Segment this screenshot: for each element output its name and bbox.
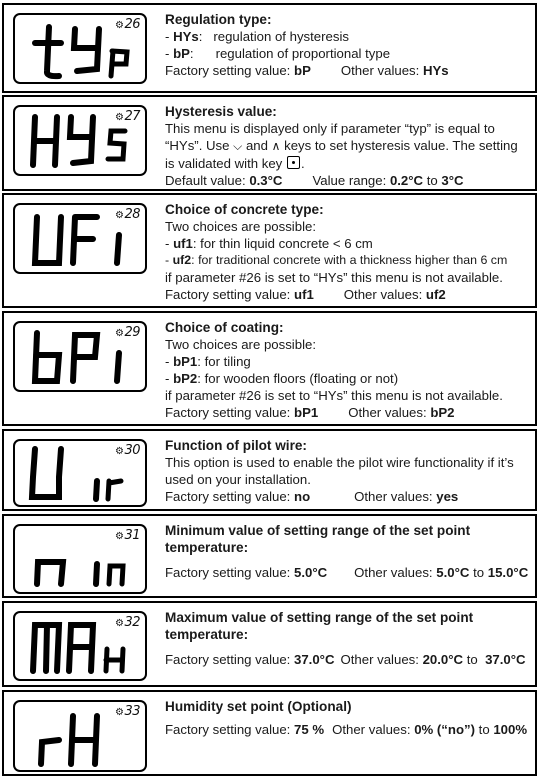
factory-setting: Factory setting value: bP Other values: HYs (165, 63, 449, 78)
segment-glyph (35, 217, 61, 263)
lcd-display (13, 13, 147, 84)
row-text (165, 11, 535, 79)
row-title: Regulation type: (165, 12, 272, 27)
parameter-number: ⚙28 (114, 207, 140, 222)
intro-line: Two choices are possible: (165, 337, 316, 352)
row-text (165, 103, 535, 189)
factory-setting: Factory setting value: no Other values: yes (165, 489, 459, 504)
chevron-down-icon: ⌵ (233, 139, 243, 153)
row-title: Humidity set point (Optional) (165, 699, 352, 714)
description-line: is validated with key . (165, 156, 305, 171)
segment-glyph (108, 131, 125, 159)
lcd-display (13, 439, 147, 507)
description-line: used on your installation. (165, 472, 311, 487)
segment-glyph (96, 481, 97, 499)
segment-glyph (96, 564, 97, 584)
row-title: Minimum value of setting range of the set point (165, 523, 471, 538)
factory-setting: Factory setting value: 75 % Other values: 0% (“no”) to 100% (165, 722, 528, 737)
segment-glyph (117, 353, 119, 381)
segment-glyph (70, 117, 93, 163)
segment-glyph (106, 649, 123, 671)
parameter-number: ⚙32 (114, 615, 140, 630)
bullet-item: - bP: regulation of proportional type (165, 46, 391, 61)
segment-glyph (32, 449, 61, 497)
settings-icon: ⚙ (114, 707, 124, 718)
lcd-display (13, 321, 147, 392)
segment-glyph (73, 217, 97, 263)
lcd-display (13, 524, 147, 594)
segment-glyph (37, 562, 63, 584)
segment-glyph (108, 481, 121, 499)
lcd-display (13, 203, 147, 274)
row-title: Function of pilot wire: (165, 438, 307, 453)
lcd-display (13, 105, 147, 176)
parameter-number: ⚙33 (114, 704, 140, 719)
segment-glyph (109, 566, 123, 584)
param-row-31 (2, 514, 537, 598)
segment-glyph (35, 333, 59, 381)
note-line: if parameter #26 is set to “HYs” this menu is not available. (165, 388, 503, 403)
bullet-item: - uf1: for thin liquid concrete < 6 cm (165, 236, 373, 251)
parameter-number: ⚙30 (114, 443, 140, 458)
row-text (165, 437, 535, 505)
segment-glyph (117, 235, 119, 263)
segment-glyph (74, 29, 99, 71)
row-title-continued: temperature: (165, 540, 249, 555)
intro-line: Two choices are possible: (165, 219, 316, 234)
parameter-number: ⚙29 (114, 325, 140, 340)
param-row-29 (2, 311, 537, 426)
settings-icon: ⚙ (114, 618, 124, 629)
row-text (165, 522, 535, 581)
bullet-item: - bP2: for wooden floors (floating or not) (165, 371, 399, 386)
parameter-number: ⚙26 (114, 17, 140, 32)
chevron-up-icon: ∧ (271, 139, 281, 153)
description-line: This option is used to enable the pilot wire functionality if it’s (165, 455, 514, 470)
parameter-number: ⚙27 (114, 109, 140, 124)
factory-setting: Factory setting value: 37.0°C Other values: 20.0°C to 37.0°C (165, 652, 526, 667)
settings-icon: ⚙ (114, 446, 124, 457)
param-row-26 (2, 3, 537, 93)
row-title: Choice of coating: (165, 320, 284, 335)
segment-glyph (71, 716, 97, 764)
note-line: if parameter #26 is set to “HYs” this menu is not available. (165, 270, 503, 285)
row-title: Hysteresis value: (165, 104, 277, 119)
row-title: Choice of concrete type: (165, 202, 324, 217)
settings-icon: ⚙ (114, 210, 124, 221)
factory-setting: Factory setting value: bP1 Other values: bP2 (165, 405, 455, 420)
description-line: “HYs”. Use ⌵ and ∧ keys to set hysteresis value. The setting (165, 138, 518, 153)
row-title: Maximum value of setting range of the set point (165, 610, 474, 625)
param-row-32 (2, 601, 537, 687)
param-row-27 (2, 95, 537, 191)
description-line: This menu is displayed only if parameter “typ” is equal to (165, 121, 495, 136)
segment-glyph (33, 117, 57, 165)
param-row-30 (2, 429, 537, 511)
param-row-28 (2, 193, 537, 308)
lcd-display (13, 611, 147, 681)
segment-glyph (69, 625, 93, 671)
factory-setting: Factory setting value: 5.0°C Other values: 5.0°C to 15.0°C (165, 565, 529, 580)
lcd-display (13, 700, 147, 772)
segment-glyph (41, 740, 59, 764)
settings-icon: ⚙ (114, 20, 124, 31)
bullet-item: - HYs: regulation of hysteresis (165, 29, 349, 44)
param-row-33 (2, 690, 537, 776)
segment-glyph (47, 27, 59, 76)
row-text (165, 201, 535, 303)
settings-icon: ⚙ (114, 531, 124, 542)
parameter-number: ⚙31 (114, 528, 140, 543)
default-setting: Default value: 0.3°C Value range: 0.2°C to 3°C (165, 173, 464, 188)
segment-glyph (33, 625, 59, 671)
row-text (165, 609, 535, 668)
row-title-continued: temperature: (165, 627, 249, 642)
segment-glyph (111, 51, 127, 76)
bullet-item: - uf2: for traditional concrete with a thickness higher than 6 cm (165, 253, 508, 267)
ok-key-icon (287, 156, 300, 169)
bullet-item: - bP1: for tiling (165, 354, 251, 369)
settings-icon: ⚙ (114, 112, 124, 123)
segment-glyph (73, 335, 97, 381)
factory-setting: Factory setting value: uf1 Other values: uf2 (165, 287, 446, 302)
settings-icon: ⚙ (114, 328, 124, 339)
row-text (165, 319, 535, 421)
row-text (165, 698, 535, 738)
